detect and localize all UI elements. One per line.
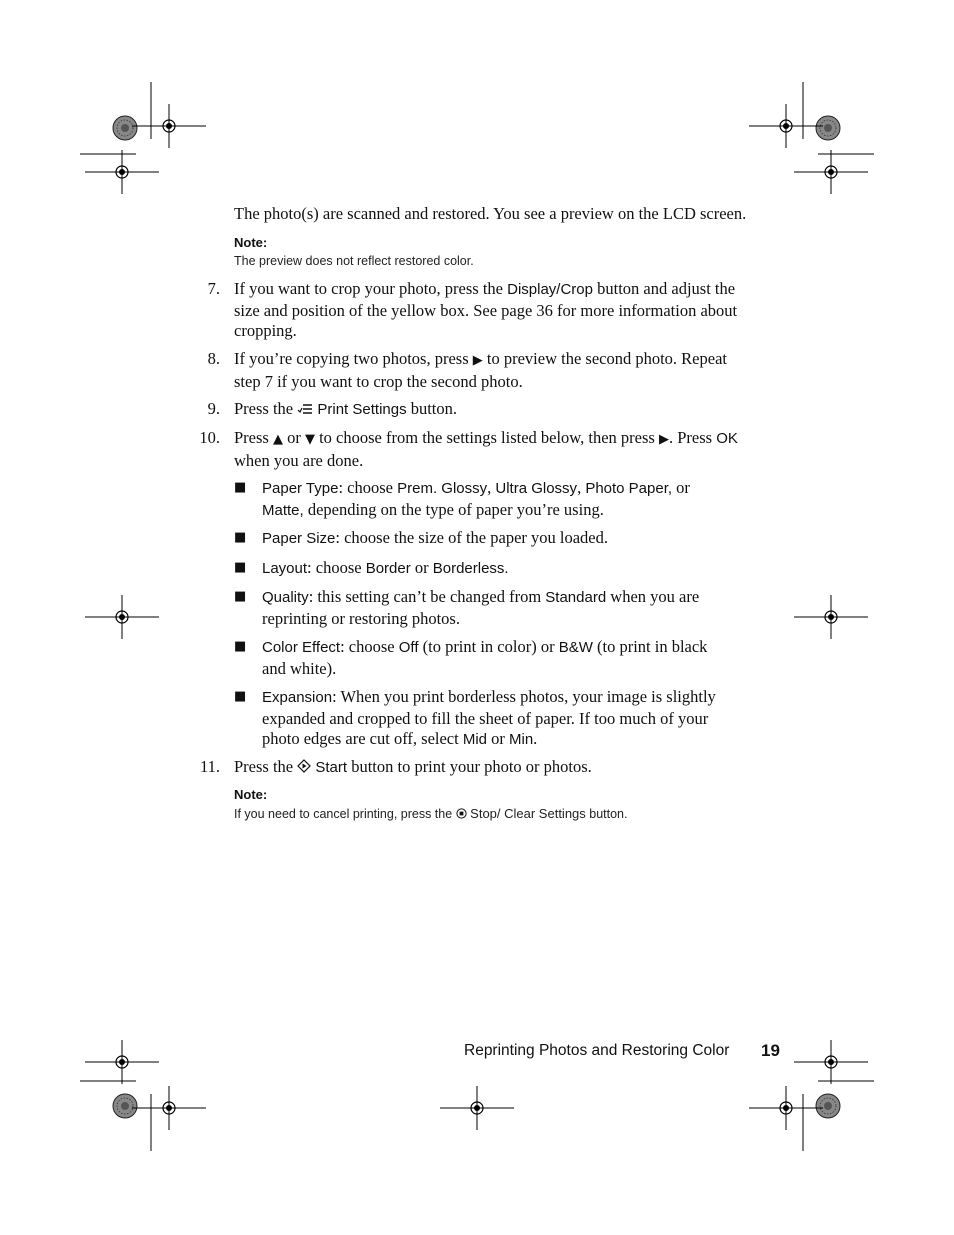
bullet-text: : choose the size of the paper you loaded. [335,528,608,547]
bullet-text: (to print in black and white). [262,637,708,678]
bullet-marker: ■ [234,689,247,704]
bullet-text: depending on the type of paper you’re using. [303,499,604,519]
bullet-marker: ■ [234,530,247,545]
option-value: Ultra Glossy [495,480,578,497]
up-arrow-icon: ▲ [272,432,283,447]
crop-mark-bottom-left [80,1040,206,1151]
setting-label: Color Effect [262,639,341,656]
step-7 [207,279,754,342]
intro-text: The photo(s) are scanned and restored. You see a preview on the LCD screen. [234,204,747,223]
option-value: Prem. Glossy [397,480,488,497]
bullet-marker: ■ [234,589,247,604]
start-button-label: Start [315,759,348,776]
bullet-quality [234,587,732,629]
setting-label: Paper Size [262,530,336,547]
crop-mark-top-right [749,82,874,194]
crop-mark-middle-left [85,595,159,639]
bullet-paper-type [234,478,732,521]
setting-label: Paper Type [262,480,339,497]
right-arrow-icon: ▶ [472,353,483,368]
page-number: 19 [761,1041,780,1060]
down-arrow-icon: ▼ [304,432,315,447]
option-value: Borderless. [432,560,509,577]
step-number: 10. [199,428,220,447]
bullet-text: : choose [338,478,398,497]
intro-paragraph [234,204,754,225]
step-text: or [282,428,305,447]
bullet-text: : choose [340,637,399,656]
setting-label: Quality [262,589,309,606]
crop-mark-top-left [80,82,206,194]
crop-mark-middle-right [794,595,868,639]
print-settings-button-label: Print Settings [317,401,407,418]
bullet-paper-size [234,528,732,550]
note-cancel [234,787,754,823]
bullet-text: : this setting can’t be changed from [308,587,546,606]
step-text: Press the [234,757,298,776]
step-text: . Press [668,428,717,447]
step-number: 9. [207,399,220,418]
crop-mark-bottom-center [440,1086,514,1130]
step-9 [207,399,754,421]
stop-clear-settings-button-label: Stop/ Clear Settings [470,806,586,821]
print-settings-icon [297,403,313,415]
note-text: The preview does not reflect restored color. [234,254,474,268]
stop-icon [456,808,467,819]
bullet-text: when you are reprinting or restoring photos. [262,587,700,628]
option-value: Mid [462,731,487,748]
step-text: If you’re copying two photos, press [234,349,473,368]
step-text: to choose from the settings listed below, then press [314,428,659,447]
setting-label: Expansion [262,689,333,706]
step-text: Press [234,428,273,447]
step-number: 11. [199,757,220,776]
bullet-text: . [533,729,538,748]
bullet-text: : choose [307,558,366,577]
step-text: when you are done. [234,450,364,470]
note-text-part: If you need to cancel printing, press the [234,807,456,821]
step-8 [207,349,754,392]
step-text: button. [406,399,458,418]
option-value: B&W [558,639,593,656]
bullet-layout [234,558,732,580]
note-heading: Note: [234,787,268,802]
option-value: Min [509,731,534,748]
bullet-text: , [577,478,586,497]
option-value: Matte, [262,501,304,519]
note-text-part: button. [585,807,628,821]
ok-button-label: OK [716,430,738,447]
step-text: Press the [234,399,298,418]
setting-label: Layout [262,560,308,577]
start-icon [297,759,311,773]
option-value: Photo Paper, [585,480,673,497]
step-text: button and adjust the size and position of the yellow box. See page 36 for more information about cropping. [234,279,738,340]
bullet-marker: ■ [234,639,247,654]
step-number: 7. [207,279,220,298]
bullet-marker: ■ [234,480,247,495]
bullet-expansion [234,687,732,751]
step-number: 8. [207,349,220,368]
bullet-text: or [487,729,509,748]
step-11 [199,757,754,779]
option-value: Standard [545,589,607,606]
note-heading: Note: [234,235,268,250]
bullet-text: or [410,558,433,577]
bullet-text: (to print in color) or [418,637,559,656]
bullet-text: : When you print borderless photos, your image is slightly expanded and cropped to fill the sheet of paper. If too much of your photo edges are cut off, select [262,687,716,748]
step-10 [199,428,754,471]
option-value: Off [398,639,419,656]
display-crop-button-label: Display/Crop [507,281,593,298]
note-text [234,805,754,823]
bullet-text: , [487,478,496,497]
step-text: button to print your photo or photos. [347,757,592,776]
bullet-text: or [672,478,690,497]
bullet-marker: ■ [234,560,247,575]
right-arrow-icon: ▶ [658,432,669,447]
step-text: If you want to crop your photo, press the [234,279,508,298]
note-preview [234,235,754,270]
step-text: to preview the second photo. Repeat step 7 if you want to crop the second photo. [234,349,727,391]
option-value: Border [365,560,411,577]
bullet-color-effect [234,637,732,679]
running-footer-title: Reprinting Photos and Restoring Color [464,1042,730,1059]
